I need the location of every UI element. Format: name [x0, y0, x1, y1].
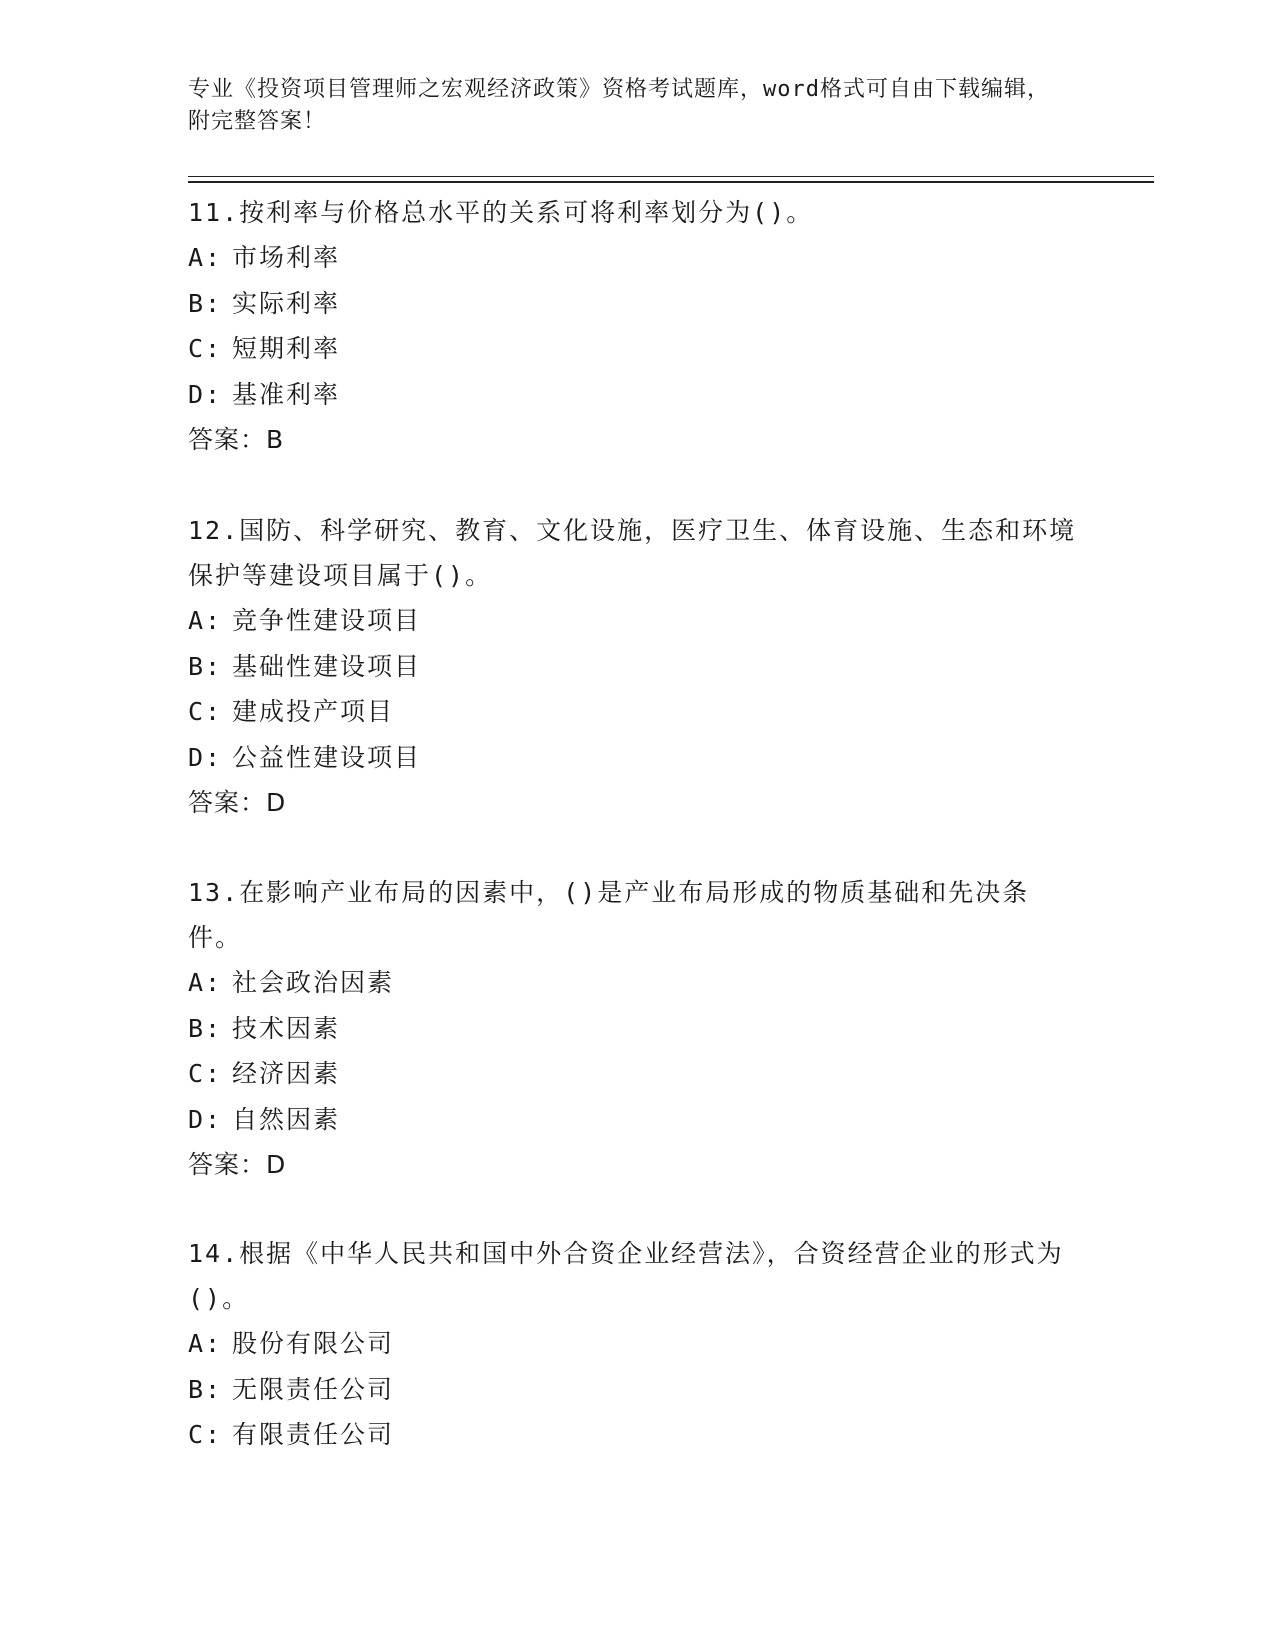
option-key: C:	[188, 697, 223, 726]
option-key: B:	[188, 1374, 223, 1404]
option-text: 经济因素	[232, 1059, 341, 1088]
option-key: A:	[188, 968, 223, 997]
option-key: B:	[188, 288, 223, 318]
option-key: C:	[188, 1420, 223, 1449]
option-text: 竞争性建设项目	[232, 606, 422, 635]
option-text: 实际利率	[232, 288, 341, 318]
option-text: 基准利率	[232, 379, 341, 409]
answer-line: 答案：D	[188, 1150, 287, 1179]
option-text: 市场利率	[232, 243, 341, 272]
question-stem: 11.按利率与价格总水平的关系可将利率划分为()。	[188, 198, 814, 227]
option-b	[188, 281, 1078, 327]
option-text: 基础性建设项目	[232, 651, 422, 681]
header-rule-thin	[188, 176, 1154, 177]
option-text: 建成投产项目	[232, 697, 395, 726]
option-b	[188, 1006, 1078, 1052]
question-11	[188, 190, 1078, 462]
option-c	[188, 689, 1078, 735]
question-14	[188, 1231, 1078, 1458]
option-text: 自然因素	[232, 1104, 341, 1134]
option-key: B:	[188, 1013, 223, 1043]
option-key: A:	[188, 243, 223, 272]
question-stem: 13.在影响产业布局的因素中，()是产业布局形成的物质基础和先决条件。	[188, 878, 1030, 952]
question-stem: 14.根据《中华人民共和国中外合资企业经营法》，合资经营企业的形式为()。	[188, 1239, 1064, 1313]
option-text: 无限责任公司	[232, 1374, 395, 1404]
option-key: C:	[188, 1059, 223, 1088]
option-d	[188, 735, 1078, 781]
question-13	[188, 870, 1078, 1187]
option-key: A:	[188, 606, 223, 635]
option-b	[188, 644, 1078, 690]
option-key: D:	[188, 742, 223, 772]
option-a	[188, 1321, 1078, 1367]
option-d	[188, 1097, 1078, 1143]
question-stem: 12.国防、科学研究、教育、文化设施，医疗卫生、体育设施、生态和环境保护等建设项目属于()。	[188, 516, 1077, 590]
option-key: A:	[188, 1329, 223, 1358]
option-a	[188, 598, 1078, 644]
document-header: 专业《投资项目管理师之宏观经济政策》资格考试题库，word格式可自由下载编辑，附完整答案！	[188, 77, 1050, 134]
option-c	[188, 326, 1078, 372]
option-a	[188, 235, 1078, 281]
question-12	[188, 508, 1078, 825]
option-text: 公益性建设项目	[232, 742, 422, 772]
option-key: D:	[188, 1104, 223, 1134]
option-text: 有限责任公司	[232, 1420, 395, 1449]
answer-line: 答案：B	[188, 425, 285, 454]
answer-line: 答案：D	[188, 788, 287, 817]
option-b	[188, 1367, 1078, 1413]
option-d	[188, 372, 1078, 418]
option-key: C:	[188, 334, 223, 363]
option-text: 技术因素	[232, 1013, 341, 1043]
option-c	[188, 1051, 1078, 1097]
option-text: 短期利率	[232, 334, 341, 363]
option-key: B:	[188, 651, 223, 681]
option-text: 社会政治因素	[232, 968, 395, 997]
header-rule-thick	[188, 181, 1154, 183]
option-key: D:	[188, 379, 223, 409]
option-a	[188, 960, 1078, 1006]
option-text: 股份有限公司	[232, 1329, 395, 1358]
option-c	[188, 1412, 1078, 1458]
